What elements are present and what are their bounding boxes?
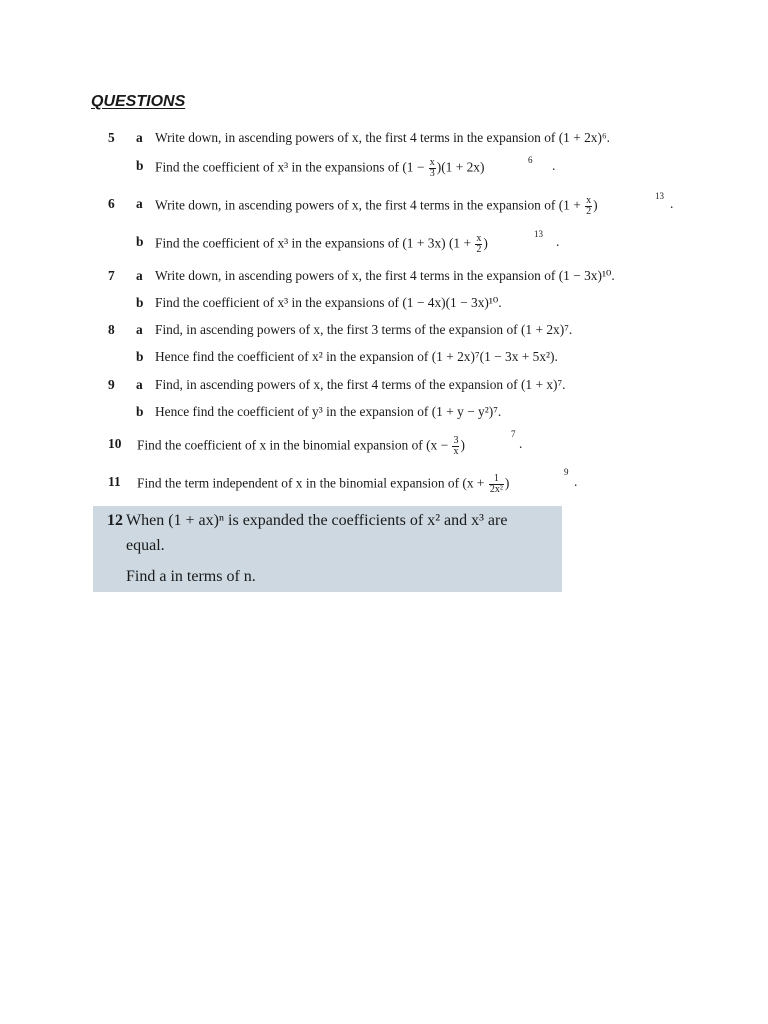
question-number: 12: [107, 512, 123, 529]
part-label: b: [136, 404, 144, 419]
question-text: Find the coefficient of x³ in the expansions of (1 − $\frac{x}{3}$ )(1 + 2x): [155, 157, 485, 179]
question-text: Hence find the coefficient of y³ in the expansion of (1 + y − y²)⁷.: [155, 404, 502, 419]
question-text-line-2: equal.: [126, 537, 165, 554]
period: .: [552, 158, 556, 173]
question-text: Find the coefficient of x³ in the expansions of (1 + 3x) (1 + $\frac{x}{2}$ ): [155, 233, 488, 255]
question-text: Find the coefficient of x in the binomial expansion of (x − $\frac{3}{x}$ ): [137, 435, 465, 457]
fraction: $\frac{x}{2}$: [586, 195, 592, 217]
exponent: 13: [655, 191, 664, 201]
question-number: 6: [108, 196, 115, 211]
question-text: Hence find the coefficient of x² in the expansion of (1 + 2x)⁷(1 − 3x + 5x²).: [155, 349, 558, 364]
question-12-box: [93, 506, 562, 592]
fraction: $\frac{x}{2}$: [476, 233, 482, 255]
question-text-line-3: Find a in terms of n.: [126, 568, 256, 585]
period: .: [574, 474, 578, 489]
part-label: b: [136, 349, 144, 364]
question-number: 8: [108, 322, 115, 337]
part-label: b: [136, 295, 144, 310]
part-label: a: [136, 377, 143, 392]
exponent: 7: [511, 429, 516, 439]
question-number: 9: [108, 377, 115, 392]
fraction: $\frac{3}{x}$: [453, 435, 459, 457]
question-text: Find the coefficient of x³ in the expansions of (1 − 4x)(1 − 3x)¹⁰.: [155, 295, 502, 310]
exponent: 9: [564, 467, 569, 477]
period: .: [519, 436, 523, 451]
fraction: $\frac{1}{\text{2x²}}$: [489, 473, 503, 495]
question-number: 5: [108, 130, 115, 145]
question-text: Find the term independent of x in the binomial expansion of (x + $\frac{1}{\text{2x²}}$ ): [137, 473, 510, 495]
part-label: b: [136, 158, 144, 173]
part-label: a: [136, 322, 143, 337]
question-text: Find, in ascending powers of x, the first 3 terms of the expansion of (1 + 2x)⁷.: [155, 322, 573, 337]
question-number: 7: [108, 268, 115, 283]
part-label: a: [136, 196, 143, 211]
question-text: Find, in ascending powers of x, the first 4 terms of the expansion of (1 + x)⁷.: [155, 377, 566, 392]
fraction: $\frac{x}{3}$: [429, 157, 435, 179]
period: .: [556, 234, 560, 249]
part-label: a: [136, 268, 143, 283]
question-number: 11: [108, 474, 121, 489]
exponent: 13: [534, 229, 543, 239]
part-label: a: [136, 130, 143, 145]
period: .: [670, 196, 674, 211]
question-text: Write down, in ascending powers of x, the first 4 terms in the expansion of (1 + 2x)⁶.: [155, 130, 610, 145]
question-number: 10: [108, 436, 122, 451]
question-text: Write down, in ascending powers of x, the first 4 terms in the expansion of (1 + $\frac{x}{2}$ ): [155, 195, 598, 217]
part-label: b: [136, 234, 144, 249]
question-text-line-1: When (1 + ax)ⁿ is expanded the coefficients of x² and x³ are: [126, 512, 508, 529]
questions-heading: QUESTIONS: [91, 93, 186, 110]
question-text: Write down, in ascending powers of x, the first 4 terms in the expansion of (1 − 3x)¹⁰.: [155, 268, 615, 283]
exponent: 6: [528, 155, 533, 165]
